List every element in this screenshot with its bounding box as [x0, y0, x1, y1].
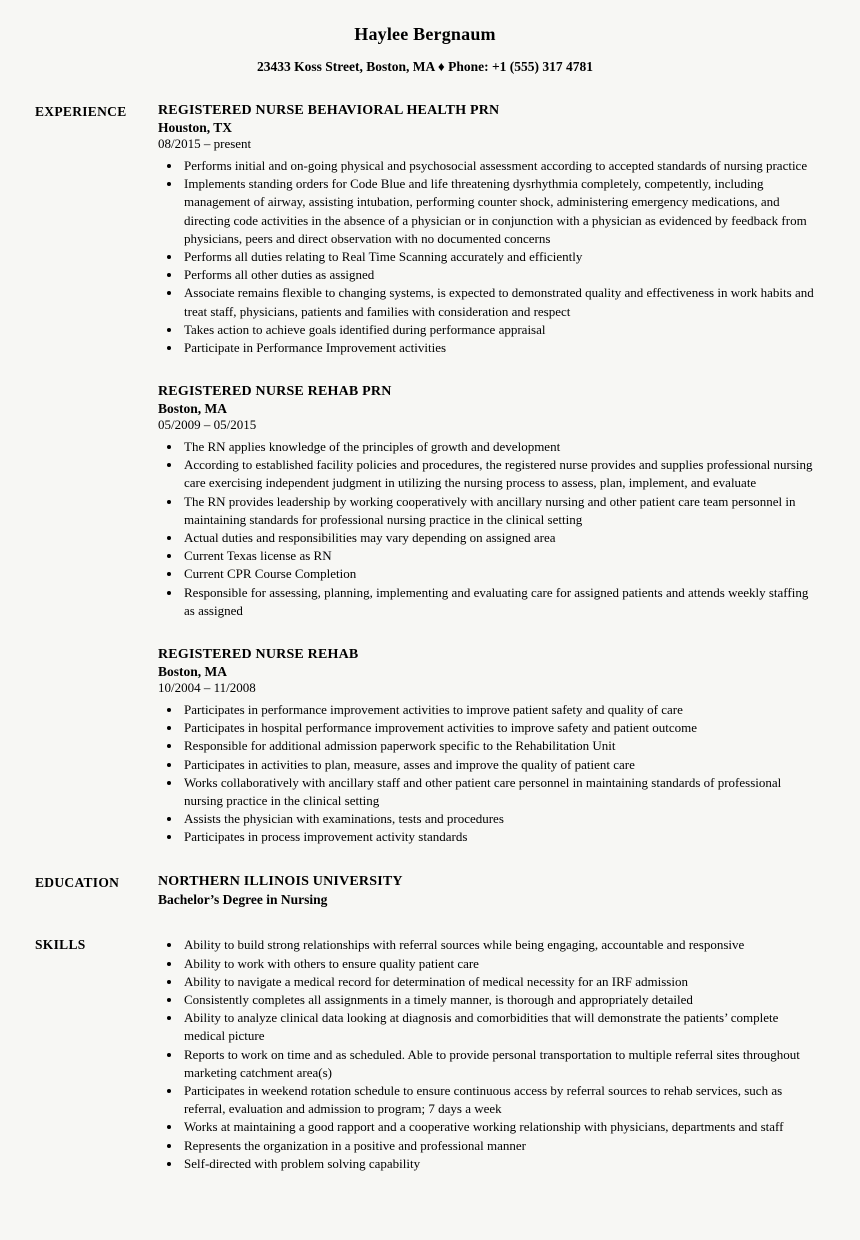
bullet-item: • Works collaboratively with ancillary staff and other patient care personnel in maintaining standards of professional nursing practice in the clinical setting [182, 774, 815, 810]
experience-content [158, 103, 815, 846]
section-label-education: EDUCATION [35, 875, 120, 891]
bullet-item: • Performs all other duties as assigned [182, 266, 815, 284]
bullet-item: • Responsible for assessing, planning, implementing and evaluating care for assigned patients and attends weekly staffing as assigned [182, 584, 815, 620]
job-location: Boston, MA [158, 663, 228, 679]
contact-line: 23433 Koss Street, Boston, MA ♦ Phone: +1 (555) 317 4781 [256, 59, 594, 74]
job-bullets [158, 157, 815, 357]
bullet-item: • Takes action to achieve goals identified during performance appraisal [182, 321, 815, 339]
bullet-item: • The RN applies knowledge of the principles of growth and development [182, 438, 815, 456]
job-location: Houston, TX [158, 120, 233, 135]
bullet-item: • Participates in weekend rotation schedule to ensure continuous access by referral sources to rehab services, such as referral, evaluation and admission to program; 7 days a week [182, 1082, 815, 1118]
person-name: Haylee Bergnaum [354, 24, 496, 44]
education-content [158, 874, 815, 908]
section-skills [35, 936, 815, 1172]
job-bullets [158, 701, 815, 847]
bullet-item: • Performs all duties relating to Real Time Scanning accurately and efficiently [182, 248, 815, 266]
section-label-experience: EXPERIENCE [35, 104, 127, 119]
bullet-item: • According to established facility policies and procedures, the registered nurse provides and supplies professional nursing care exercising independent judgment in utilizing the nursing process to assess, plan, implement, and evaluate [182, 456, 815, 492]
job-title: REGISTERED NURSE BEHAVIORAL HEALTH PRN [158, 103, 500, 118]
bullet-item: • Ability to navigate a medical record for determination of medical necessity for an IRF admission [182, 973, 815, 991]
job-entry [158, 384, 815, 620]
bullet-item: • The RN provides leadership by working cooperatively with ancillary nursing and other patient care team personnel in maintaining standards for professional nursing practice in the clinical setting [182, 493, 815, 529]
bullet-item: • Responsible for additional admission paperwork specific to the Rehabilitation Unit [182, 737, 815, 755]
resume-header [35, 24, 815, 75]
job-title: REGISTERED NURSE REHAB PRN [158, 384, 392, 400]
job-location: Boston, MA [158, 401, 228, 417]
bullet-item: • Performs initial and on-going physical and psychosocial assessment according to accepted standards of nursing practice [182, 157, 815, 175]
bullet-item: • Implements standing orders for Code Blue and life threatening dysrhythmia completely, competently, including management of airway, assisting intubation, performing counter shock, administering emergency medications, and directing code activities in the absence of a physician or in conjunction with a physician as evidenced by feedback from physicians, peers and direct observation with no documented concerns [182, 175, 815, 248]
bullet-item: • Current CPR Course Completion [182, 565, 815, 583]
skills-list [158, 936, 815, 1172]
job-dates: 05/2009 – 05/2015 [158, 417, 257, 433]
bullet-item: • Associate remains flexible to changing systems, is expected to demonstrated quality and effectiveness in work habits and treat staff, physicians, patients and families with consideration and respect [182, 284, 815, 320]
section-education [35, 874, 815, 908]
bullet-item: • Works at maintaining a good rapport and a cooperative working relationship with physicians, departments and staff [182, 1118, 815, 1136]
bullet-item: • Participate in Performance Improvement activities [182, 339, 815, 357]
bullet-item: • Participates in performance improvement activities to improve patient safety and quality of care [182, 701, 815, 719]
section-experience [35, 103, 815, 846]
job-entry [158, 647, 815, 847]
job-title: REGISTERED NURSE REHAB [158, 646, 359, 662]
bullet-item: • Represents the organization in a positive and professional manner [182, 1137, 815, 1155]
school-name: NORTHERN ILLINOIS UNIVERSITY [158, 874, 403, 890]
section-label-skills: SKILLS [35, 937, 86, 953]
skills-content [158, 936, 815, 1172]
bullet-item: • Consistently completes all assignments in a timely manner, is thorough and appropriately detailed [182, 991, 815, 1009]
bullet-item: • Actual duties and responsibilities may vary depending on assigned area [182, 529, 815, 547]
bullet-item: • Participates in hospital performance improvement activities to improve safety and patient outcome [182, 719, 815, 737]
bullet-item: • Ability to build strong relationships with referral sources while being engaging, accountable and responsive [182, 936, 815, 954]
bullet-item: • Reports to work on time and as scheduled. Able to provide personal transportation to multiple referral sites throughout marketing catchment area(s) [182, 1046, 815, 1082]
degree: Bachelor’s Degree in Nursing [158, 892, 328, 908]
bullet-item: • Ability to work with others to ensure quality patient care [182, 955, 815, 973]
job-dates: 10/2004 – 11/2008 [158, 679, 256, 695]
bullet-item: • Ability to analyze clinical data looking at diagnosis and comorbidities that will demonstrate the patients’ complete medical picture [182, 1009, 815, 1045]
bullet-item: • Participates in activities to plan, measure, asses and improve the quality of patient care [182, 756, 815, 774]
job-bullets [158, 438, 815, 620]
bullet-item: • Participates in process improvement activity standards [182, 828, 815, 846]
bullet-item: • Assists the physician with examinations, tests and procedures [182, 810, 815, 828]
bullet-item: • Current Texas license as RN [182, 547, 815, 565]
job-dates: 08/2015 – present [158, 136, 252, 151]
bullet-item: • Self-directed with problem solving capability [182, 1155, 815, 1173]
job-entry [158, 103, 815, 357]
